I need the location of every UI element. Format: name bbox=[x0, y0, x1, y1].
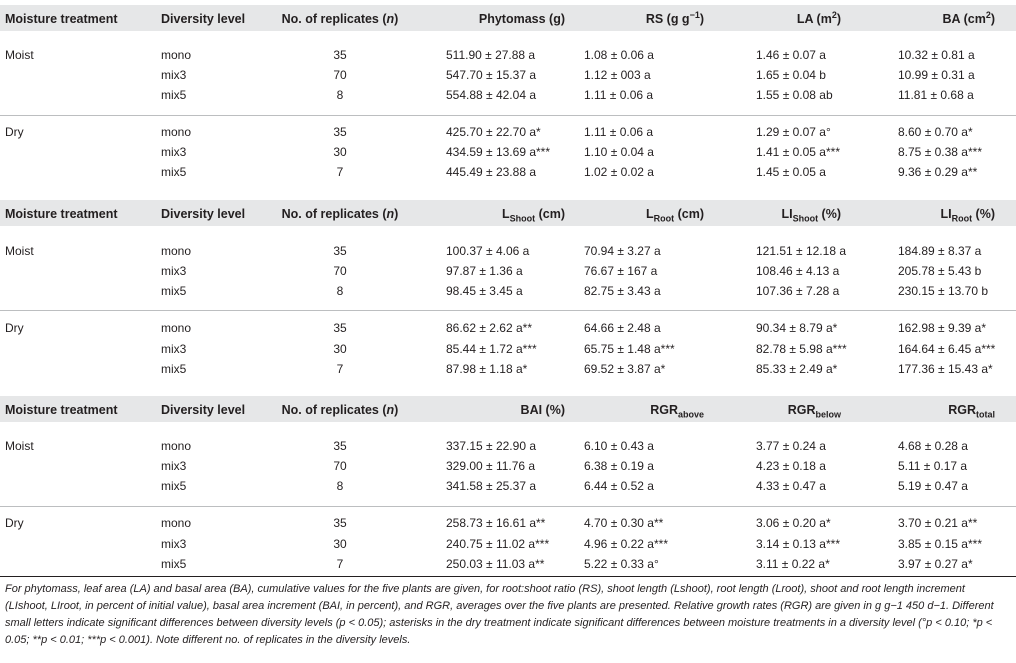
diversity-level-cell: mix3 bbox=[161, 68, 187, 82]
value-cell: 4.96 ± 0.22 a*** bbox=[584, 537, 668, 551]
value-cell: 1.12 ± 003 a bbox=[584, 68, 651, 82]
diversity-level-cell: mix5 bbox=[161, 165, 187, 179]
replicates-cell: 30 bbox=[333, 537, 347, 551]
replicates-cell: 35 bbox=[333, 125, 347, 139]
header-root-length: $L_{Root}$ (cm) bbox=[645, 207, 704, 224]
diversity-level-cell: mix5 bbox=[161, 284, 187, 298]
replicates-cell: 8 bbox=[336, 284, 344, 298]
value-cell: 85.33 ± 2.49 a* bbox=[756, 362, 838, 376]
replicates-cell: 35 bbox=[333, 321, 347, 335]
header-moisture-treatment: Moisture treatment bbox=[5, 403, 118, 417]
value-cell: 1.11 ± 0.06 a bbox=[584, 88, 654, 102]
value-cell: 554.88 ± 42.04 a bbox=[446, 88, 536, 102]
value-cell: 82.78 ± 5.98 a*** bbox=[756, 342, 847, 356]
value-cell: 205.78 ± 5.43 b bbox=[898, 264, 982, 278]
value-cell: 1.11 ± 0.06 a bbox=[584, 125, 654, 139]
header-replicates: No. of replicates (n) bbox=[281, 12, 399, 26]
value-cell: 3.85 ± 0.15 a*** bbox=[898, 537, 982, 551]
value-cell: 4.23 ± 0.18 a bbox=[756, 459, 826, 473]
diversity-level-cell: mix5 bbox=[161, 88, 187, 102]
value-cell: 329.00 ± 11.76 a bbox=[446, 459, 536, 473]
value-cell: 6.38 ± 0.19 a bbox=[584, 459, 654, 473]
diversity-level-cell: mix3 bbox=[161, 264, 187, 278]
value-cell: 3.77 ± 0.24 a bbox=[756, 439, 826, 453]
diversity-level-cell: mono bbox=[161, 48, 192, 62]
value-cell: 3.14 ± 0.13 a*** bbox=[756, 537, 840, 551]
header-diversity-level: Diversity level bbox=[161, 207, 246, 221]
value-cell: 90.34 ± 8.79 a* bbox=[756, 321, 838, 335]
value-cell: 5.19 ± 0.47 a bbox=[898, 479, 968, 493]
diversity-level-cell: mono bbox=[161, 516, 192, 530]
value-cell: 86.62 ± 2.62 a** bbox=[446, 321, 532, 335]
value-cell: 69.52 ± 3.87 a* bbox=[584, 362, 666, 376]
value-cell: 425.70 ± 22.70 a* bbox=[446, 125, 541, 139]
value-cell: 1.46 ± 0.07 a bbox=[756, 48, 826, 62]
value-cell: 3.11 ± 0.22 a* bbox=[756, 557, 830, 571]
table-footnote: For phytomass, leaf area (LA) and basal area (BA), cumulative values for the five plants are given, for root:shoot ratio (RS), shoot length (Lshoot), root length (Lroot), shoot and root length increment (LIshoot, LIroot, in percent of initial value), basal area increment (BAI, in percent), and RGR, averages over the five plants are presented. Relative growth rates (RGR) are given in g g−1 450 d−1. Different small letters indicate significant differences between diversity levels (p < 0.05); asterisks in the dry treatment indicate significant differences between moisture treatments in a diversity level (°p < 0.10; *p < 0.05; **p < 0.01; ***p < 0.001). Note different no. of replicates in the diversity levels. bbox=[5, 583, 994, 646]
header-replicates: No. of replicates (n) bbox=[281, 207, 399, 221]
value-cell: 258.73 ± 16.61 a** bbox=[446, 516, 546, 530]
replicates-cell: 35 bbox=[333, 244, 347, 258]
diversity-level-cell: mix5 bbox=[161, 479, 187, 493]
value-cell: 85.44 ± 1.72 a*** bbox=[446, 342, 537, 356]
value-cell: 230.15 ± 13.70 b bbox=[898, 284, 988, 298]
value-cell: 9.36 ± 0.29 a** bbox=[898, 165, 978, 179]
value-cell: 76.67 ± 167 a bbox=[584, 264, 658, 278]
replicates-cell: 30 bbox=[333, 145, 347, 159]
header-la: LA $(m^2)$ bbox=[796, 9, 841, 26]
header-replicates: No. of replicates (n) bbox=[281, 403, 399, 417]
header-rgr-below: $RGR_{below}$ bbox=[787, 403, 841, 420]
value-cell: 64.66 ± 2.48 a bbox=[584, 321, 661, 335]
diversity-level-cell: mix3 bbox=[161, 459, 187, 473]
header-root-increment: $LI_{Root}$ (%) bbox=[940, 207, 995, 224]
value-cell: 6.10 ± 0.43 a bbox=[584, 439, 654, 453]
value-cell: 184.89 ± 8.37 a bbox=[898, 244, 982, 258]
value-cell: 240.75 ± 11.02 a*** bbox=[446, 537, 550, 551]
value-cell: 162.98 ± 9.39 a* bbox=[898, 321, 986, 335]
value-cell: 337.15 ± 22.90 a bbox=[446, 439, 536, 453]
value-cell: 107.36 ± 7.28 a bbox=[756, 284, 840, 298]
diversity-level-cell: mono bbox=[161, 439, 192, 453]
treatment-label: Moist bbox=[5, 244, 34, 258]
replicates-cell: 7 bbox=[336, 165, 344, 179]
treatment-label: Dry bbox=[5, 516, 24, 530]
value-cell: 6.44 ± 0.52 a bbox=[584, 479, 654, 493]
value-cell: 1.41 ± 0.05 a*** bbox=[756, 145, 840, 159]
value-cell: 1.65 ± 0.04 b bbox=[756, 68, 826, 82]
value-cell: 8.60 ± 0.70 a* bbox=[898, 125, 973, 139]
group-divider bbox=[0, 310, 1016, 311]
value-cell: 4.68 ± 0.28 a bbox=[898, 439, 968, 453]
replicates-cell: 30 bbox=[333, 342, 347, 356]
value-cell: 445.49 ± 23.88 a bbox=[446, 165, 536, 179]
treatment-label: Moist bbox=[5, 48, 34, 62]
value-cell: 10.99 ± 0.31 a bbox=[898, 68, 975, 82]
treatment-label: Dry bbox=[5, 321, 24, 335]
value-cell: 5.22 ± 0.33 a° bbox=[584, 557, 659, 571]
value-cell: 164.64 ± 6.45 a*** bbox=[898, 342, 996, 356]
diversity-level-cell: mono bbox=[161, 321, 192, 335]
replicates-cell: 70 bbox=[333, 68, 347, 82]
value-cell: 4.33 ± 0.47 a bbox=[756, 479, 826, 493]
group-divider bbox=[0, 506, 1016, 507]
header-shoot-length: $L_{Shoot}$ (cm) bbox=[501, 207, 565, 224]
value-cell: 8.75 ± 0.38 a*** bbox=[898, 145, 982, 159]
value-cell: 3.06 ± 0.20 a* bbox=[756, 516, 831, 530]
diversity-level-cell: mono bbox=[161, 244, 192, 258]
treatment-label: Moist bbox=[5, 439, 34, 453]
value-cell: 98.45 ± 3.45 a bbox=[446, 284, 523, 298]
diversity-level-cell: mix3 bbox=[161, 537, 187, 551]
replicates-cell: 70 bbox=[333, 459, 347, 473]
replicates-cell: 7 bbox=[336, 362, 344, 376]
value-cell: 547.70 ± 15.37 a bbox=[446, 68, 536, 82]
value-cell: 1.45 ± 0.05 a bbox=[756, 165, 826, 179]
header-ba: BA $(cm^2)$ bbox=[942, 9, 995, 26]
value-cell: 10.32 ± 0.81 a bbox=[898, 48, 975, 62]
value-cell: 87.98 ± 1.18 a* bbox=[446, 362, 528, 376]
value-cell: 1.02 ± 0.02 a bbox=[584, 165, 654, 179]
diversity-level-cell: mix5 bbox=[161, 557, 187, 571]
value-cell: 65.75 ± 1.48 a*** bbox=[584, 342, 675, 356]
header-phytomass: Phytomass (g) bbox=[478, 12, 565, 26]
header-diversity-level: Diversity level bbox=[161, 12, 246, 26]
value-cell: 100.37 ± 4.06 a bbox=[446, 244, 530, 258]
diversity-level-cell: mix3 bbox=[161, 145, 187, 159]
header-moisture-treatment: Moisture treatment bbox=[5, 12, 118, 26]
value-cell: 11.81 ± 0.68 a bbox=[898, 88, 974, 102]
replicates-cell: 35 bbox=[333, 439, 347, 453]
value-cell: 1.55 ± 0.08 ab bbox=[756, 88, 833, 102]
value-cell: 82.75 ± 3.43 a bbox=[584, 284, 661, 298]
replicates-cell: 70 bbox=[333, 264, 347, 278]
replicates-cell: 35 bbox=[333, 48, 347, 62]
value-cell: 177.36 ± 15.43 a* bbox=[898, 362, 993, 376]
value-cell: 3.70 ± 0.21 a** bbox=[898, 516, 978, 530]
value-cell: 70.94 ± 3.27 a bbox=[584, 244, 661, 258]
value-cell: 1.29 ± 0.07 a° bbox=[756, 125, 831, 139]
value-cell: 4.70 ± 0.30 a** bbox=[584, 516, 664, 530]
value-cell: 434.59 ± 13.69 a*** bbox=[446, 145, 551, 159]
replicates-cell: 35 bbox=[333, 516, 347, 530]
value-cell: 1.10 ± 0.04 a bbox=[584, 145, 654, 159]
value-cell: 1.08 ± 0.06 a bbox=[584, 48, 654, 62]
value-cell: 511.90 ± 27.88 a bbox=[446, 48, 536, 62]
header-bai: BAI (%) bbox=[520, 403, 565, 417]
header-rgr-total: $RGR_{total}$ bbox=[948, 403, 995, 420]
header-rgr-above: $RGR_{above}$ bbox=[650, 403, 704, 420]
value-cell: 341.58 ± 25.37 a bbox=[446, 479, 536, 493]
replicates-cell: 7 bbox=[336, 557, 344, 571]
header-diversity-level: Diversity level bbox=[161, 403, 246, 417]
diversity-level-cell: mix5 bbox=[161, 362, 187, 376]
replicates-cell: 8 bbox=[336, 479, 344, 493]
value-cell: 121.51 ± 12.18 a bbox=[756, 244, 846, 258]
header-moisture-treatment: Moisture treatment bbox=[5, 207, 118, 221]
header-shoot-increment: $LI_{Shoot}$ (%) bbox=[781, 207, 841, 224]
diversity-level-cell: mix3 bbox=[161, 342, 187, 356]
header-rs: RS (g $g^{-1}$) bbox=[645, 9, 704, 26]
value-cell: 5.11 ± 0.17 a bbox=[898, 459, 968, 473]
value-cell: 97.87 ± 1.36 a bbox=[446, 264, 523, 278]
value-cell: 108.46 ± 4.13 a bbox=[756, 264, 840, 278]
value-cell: 250.03 ± 11.03 a** bbox=[446, 557, 545, 571]
table-bottom-rule bbox=[0, 576, 1016, 577]
group-divider bbox=[0, 115, 1016, 116]
replicates-cell: 8 bbox=[336, 88, 344, 102]
diversity-level-cell: mono bbox=[161, 125, 192, 139]
treatment-label: Dry bbox=[5, 125, 24, 139]
value-cell: 3.97 ± 0.27 a* bbox=[898, 557, 973, 571]
